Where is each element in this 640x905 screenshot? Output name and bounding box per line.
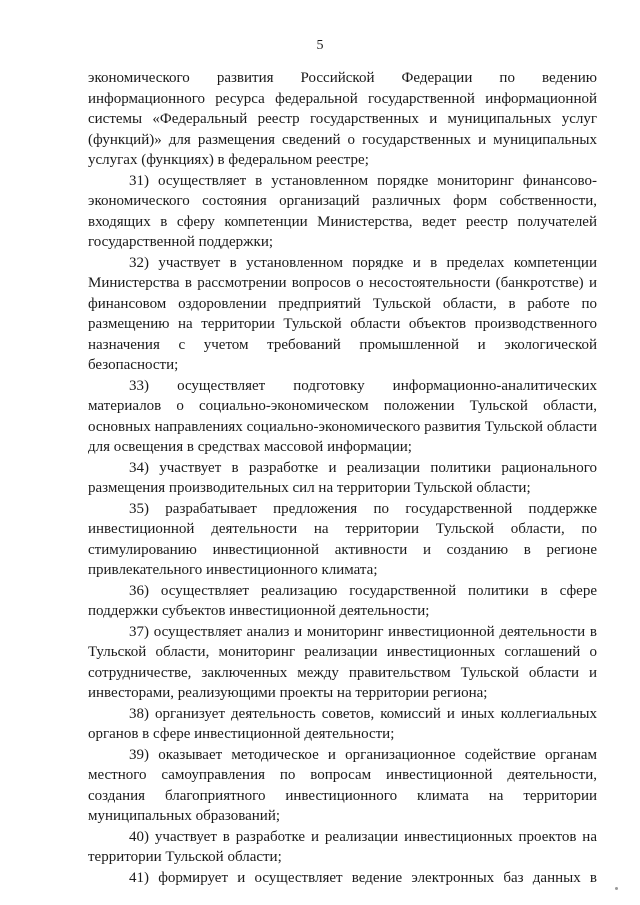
paragraph-item-34: 34) участвует в разработке и реализации политики рационального размещения производительных сил на территории Тульской области; xyxy=(88,459,597,496)
paragraph-item-37: 37) осуществляет анализ и мониторинг инвестиционной деятельности в Тульской области, мониторинг реализации инвестиционных соглашений о сотрудничестве, заключенных между правительством Тульской области и инвесторами, реализующими проекты на территории региона; xyxy=(88,623,597,701)
paragraph-item-39: 39) оказывает методическое и организационное содействие органам местного самоуправления по вопросам инвестиционной деятельности, создания благоприятного инвестиционного климата на территории муниципальных образований; xyxy=(88,746,597,824)
paragraph-continuation: экономического развития Российской Федерации по ведению информационного ресурса федеральной государственной информационной системы «Федеральный реестр государственных и муниципальных услуг (функций)» для размещения сведений о государственных и муниципальных услугах (функциях) в федеральном реестре; xyxy=(88,70,597,168)
document-body xyxy=(88,68,597,888)
paragraph-item-32: 32) участвует в установленном порядке и в пределах компетенции Министерства в рассмотрении вопросов о несостоятельности (банкротстве) и финансовом оздоровлении предприятий Тульской области, в работе по размещению на территории Тульской области объектов производственного назначения с учетом требований промышленной и экологической безопасности; xyxy=(88,254,597,373)
paragraph-item-31: 31) осуществляет в установленном порядке мониторинг финансово-экономического состояния организаций различных форм собственности, входящих в сферу компетенции Министерства, ведет реестр получателей государственной поддержки; xyxy=(88,172,597,250)
paragraph-item-36: 36) осуществляет реализацию государственной политики в сфере поддержки субъектов инвестиционной деятельности; xyxy=(88,582,597,619)
paragraph-item-33: 33) осуществляет подготовку информационно-аналитических материалов о социально-экономическом положении Тульской области, основных направлениях социально-экономического развития Тульской области для освещения в средствах массовой информации; xyxy=(88,377,597,455)
paragraph-item-35: 35) разрабатывает предложения по государственной поддержке инвестиционной деятельности на территории Тульской области, по стимулированию инвестиционной активности и созданию в регионе привлекательного инвестиционного климата; xyxy=(88,500,597,578)
page-number: 5 xyxy=(316,38,324,53)
paragraph-item-38: 38) организует деятельность советов, комиссий и иных коллегиальных органов в сфере инвестиционной деятельности; xyxy=(88,705,597,742)
paragraph-item-40: 40) участвует в разработке и реализации инвестиционных проектов на территории Тульской области; xyxy=(88,828,597,865)
paragraph-item-41: 41) формирует и осуществляет ведение электронных баз данных в xyxy=(129,869,597,886)
scan-artifact xyxy=(615,887,618,890)
